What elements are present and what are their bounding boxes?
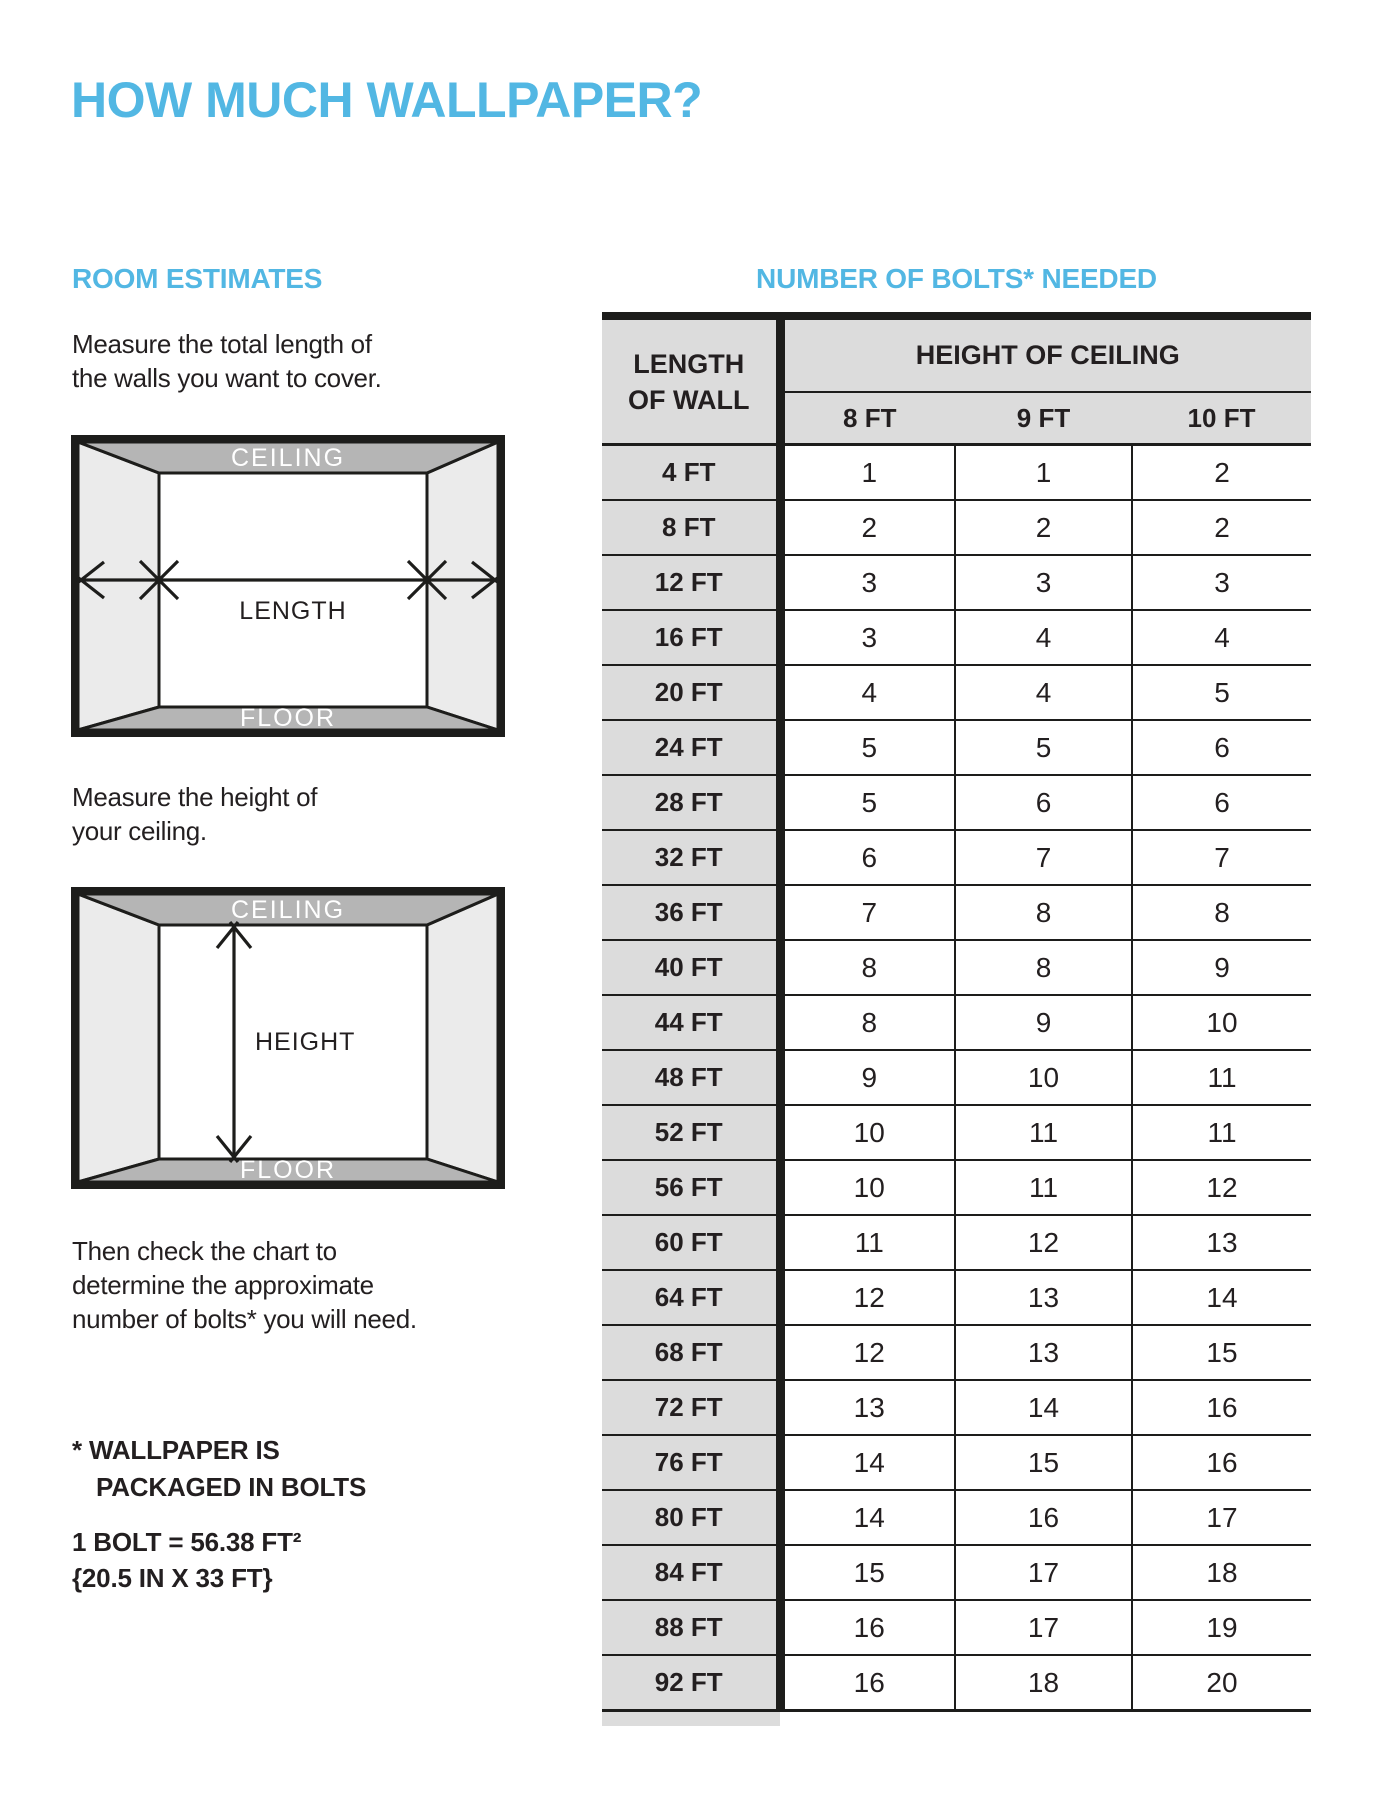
wall-length-cell: 20 FT [602, 665, 780, 720]
bolt-count-cell: 14 [1132, 1270, 1311, 1325]
table-label-column-stub [602, 1712, 780, 1726]
bolts-table-header [602, 316, 1311, 445]
bolt-count-cell: 4 [1132, 610, 1311, 665]
bolt-count-cell: 7 [1132, 830, 1311, 885]
wall-length-cell: 8 FT [602, 500, 780, 555]
step3-line2: determine the approximate [72, 1270, 374, 1300]
ceiling-label: CEILING [230, 896, 346, 924]
wall-length-cell: 36 FT [602, 885, 780, 940]
wall-length-cell: 80 FT [602, 1490, 780, 1545]
room-length-diagram [71, 435, 505, 737]
bolt-count-cell: 11 [1132, 1050, 1311, 1105]
bolt-count-cell: 13 [1132, 1215, 1311, 1270]
table-row [602, 1105, 1311, 1160]
length-of-wall-header [602, 316, 780, 445]
step2-line2: your ceiling. [72, 816, 207, 846]
table-row [602, 1545, 1311, 1600]
room-estimates-heading: ROOM ESTIMATES [72, 263, 323, 294]
bolt-count-cell: 11 [1132, 1105, 1311, 1160]
bolt-spec-line2: {20.5 IN X 33 FT} [72, 1563, 273, 1593]
bolt-count-cell: 8 [955, 940, 1132, 995]
bolt-count-cell: 14 [955, 1380, 1132, 1435]
bolt-count-cell: 6 [780, 830, 955, 885]
bolt-count-cell: 10 [955, 1050, 1132, 1105]
height-of-ceiling-header: HEIGHT OF CEILING [780, 316, 1311, 392]
wall-length-cell: 16 FT [602, 610, 780, 665]
page-title: HOW MUCH WALLPAPER? [71, 72, 703, 128]
bolt-count-cell: 5 [1132, 665, 1311, 720]
bolt-count-cell: 1 [955, 445, 1132, 501]
column-header-10ft: 10 FT [1132, 392, 1311, 445]
bolt-count-cell: 9 [955, 995, 1132, 1050]
wall-length-cell: 72 FT [602, 1380, 780, 1435]
height-label: HEIGHT [255, 1028, 356, 1056]
wall-length-cell: 40 FT [602, 940, 780, 995]
bolt-count-cell: 13 [955, 1270, 1132, 1325]
bolt-count-cell: 2 [780, 500, 955, 555]
table-row [602, 1600, 1311, 1655]
bolt-count-cell: 15 [780, 1545, 955, 1600]
step1-line2: the walls you want to cover. [72, 363, 382, 393]
bolt-count-cell: 3 [780, 555, 955, 610]
bolt-count-cell: 17 [955, 1600, 1132, 1655]
step1-line1: Measure the total length of [72, 329, 372, 359]
bolt-count-cell: 19 [1132, 1600, 1311, 1655]
bolt-count-cell: 12 [955, 1215, 1132, 1270]
bolt-count-cell: 12 [780, 1270, 955, 1325]
table-row [602, 1050, 1311, 1105]
step3-line1: Then check the chart to [72, 1236, 337, 1266]
footnote-line2: PACKAGED IN BOLTS [96, 1472, 367, 1502]
wall-length-cell: 32 FT [602, 830, 780, 885]
wall-length-cell: 48 FT [602, 1050, 780, 1105]
bolt-count-cell: 4 [955, 665, 1132, 720]
wall-length-cell: 64 FT [602, 1270, 780, 1325]
header-row-group [602, 316, 1311, 392]
ceiling-label: CEILING [230, 444, 346, 472]
bolts-table-body [602, 445, 1311, 1711]
column-header-9ft: 9 FT [955, 392, 1132, 445]
bolt-count-cell: 7 [780, 885, 955, 940]
step1-instructions [72, 327, 382, 395]
bolt-count-cell: 8 [955, 885, 1132, 940]
bolts-table [602, 312, 1311, 1712]
bolt-count-cell: 11 [955, 1105, 1132, 1160]
bolt-count-cell: 5 [780, 775, 955, 830]
bolt-count-cell: 16 [1132, 1380, 1311, 1435]
wallpaper-footnote [72, 1432, 366, 1506]
table-row [602, 720, 1311, 775]
footnote-line1: * WALLPAPER IS [72, 1435, 280, 1465]
wall-length-cell: 60 FT [602, 1215, 780, 1270]
bolt-count-cell: 9 [1132, 940, 1311, 995]
table-row [602, 610, 1311, 665]
table-row [602, 1435, 1311, 1490]
bolt-count-cell: 5 [955, 720, 1132, 775]
bolt-count-cell: 3 [1132, 555, 1311, 610]
step3-instructions [72, 1234, 417, 1336]
table-row [602, 940, 1311, 995]
left-wall-face [78, 894, 159, 1182]
step2-instructions [72, 780, 317, 848]
table-row [602, 1325, 1311, 1380]
bolt-count-cell: 14 [780, 1435, 955, 1490]
bolt-count-cell: 16 [780, 1600, 955, 1655]
bolt-count-cell: 15 [955, 1435, 1132, 1490]
right-wall-face [427, 894, 498, 1182]
bolt-count-cell: 10 [1132, 995, 1311, 1050]
wall-length-cell: 28 FT [602, 775, 780, 830]
bolt-count-cell: 4 [780, 665, 955, 720]
bolt-count-cell: 16 [955, 1490, 1132, 1545]
bolt-count-cell: 10 [780, 1105, 955, 1160]
wall-length-cell: 24 FT [602, 720, 780, 775]
table-row [602, 1270, 1311, 1325]
bolt-count-cell: 16 [1132, 1435, 1311, 1490]
table-row [602, 665, 1311, 720]
bolt-count-cell: 2 [1132, 445, 1311, 501]
bolt-spec-line1: 1 BOLT = 56.38 FT² [72, 1527, 302, 1557]
table-row [602, 445, 1311, 501]
bolt-count-cell: 3 [780, 610, 955, 665]
table-row [602, 1160, 1311, 1215]
bolt-count-cell: 2 [955, 500, 1132, 555]
bolt-count-cell: 6 [1132, 775, 1311, 830]
table-row [602, 995, 1311, 1050]
bolt-count-cell: 2 [1132, 500, 1311, 555]
bolt-count-cell: 17 [1132, 1490, 1311, 1545]
bolt-count-cell: 6 [955, 775, 1132, 830]
bolt-count-cell: 12 [780, 1325, 955, 1380]
bolt-count-cell: 7 [955, 830, 1132, 885]
wall-length-cell: 4 FT [602, 445, 780, 501]
room-height-diagram [71, 887, 505, 1189]
length-of-wall-header-text: LENGTH OF WALL [628, 348, 750, 415]
wall-length-cell: 44 FT [602, 995, 780, 1050]
bolt-count-cell: 13 [780, 1380, 955, 1435]
bolt-specification [72, 1524, 301, 1596]
wall-length-cell: 56 FT [602, 1160, 780, 1215]
table-row [602, 830, 1311, 885]
bolt-count-cell: 8 [780, 995, 955, 1050]
bolt-count-cell: 10 [780, 1160, 955, 1215]
wall-length-cell: 76 FT [602, 1435, 780, 1490]
floor-label: FLOOR [239, 1156, 337, 1184]
table-row [602, 1655, 1311, 1711]
table-row [602, 1215, 1311, 1270]
table-row [602, 555, 1311, 610]
bolt-count-cell: 9 [780, 1050, 955, 1105]
bolt-count-cell: 6 [1132, 720, 1311, 775]
bolts-table-container [602, 312, 1311, 1726]
bolt-count-cell: 15 [1132, 1325, 1311, 1380]
bolt-count-cell: 4 [955, 610, 1132, 665]
column-header-8ft: 8 FT [780, 392, 955, 445]
wall-length-cell: 12 FT [602, 555, 780, 610]
floor-label: FLOOR [239, 704, 337, 732]
bolt-count-cell: 11 [955, 1160, 1132, 1215]
bolt-count-cell: 18 [1132, 1545, 1311, 1600]
bolt-count-cell: 11 [780, 1215, 955, 1270]
bolt-count-cell: 18 [955, 1655, 1132, 1711]
step2-line1: Measure the height of [72, 782, 318, 812]
back-wall [159, 473, 427, 707]
table-row [602, 775, 1311, 830]
bolt-count-cell: 8 [780, 940, 955, 995]
table-row [602, 1490, 1311, 1545]
wall-length-cell: 52 FT [602, 1105, 780, 1160]
bolt-count-cell: 16 [780, 1655, 955, 1711]
step3-line3: number of bolts* you will need. [72, 1304, 417, 1334]
table-row [602, 1380, 1311, 1435]
bolt-count-cell: 5 [780, 720, 955, 775]
bolt-count-cell: 20 [1132, 1655, 1311, 1711]
wall-length-cell: 92 FT [602, 1655, 780, 1711]
bolt-count-cell: 14 [780, 1490, 955, 1545]
bolts-needed-heading: NUMBER OF BOLTS* NEEDED [756, 263, 1157, 294]
bolt-count-cell: 13 [955, 1325, 1132, 1380]
bolt-count-cell: 12 [1132, 1160, 1311, 1215]
length-label: LENGTH [239, 597, 347, 625]
bolt-count-cell: 8 [1132, 885, 1311, 940]
table-row [602, 885, 1311, 940]
wall-length-cell: 84 FT [602, 1545, 780, 1600]
table-row [602, 500, 1311, 555]
bolt-count-cell: 17 [955, 1545, 1132, 1600]
wall-length-cell: 88 FT [602, 1600, 780, 1655]
bolt-count-cell: 3 [955, 555, 1132, 610]
bolt-count-cell: 1 [780, 445, 955, 501]
wall-length-cell: 68 FT [602, 1325, 780, 1380]
